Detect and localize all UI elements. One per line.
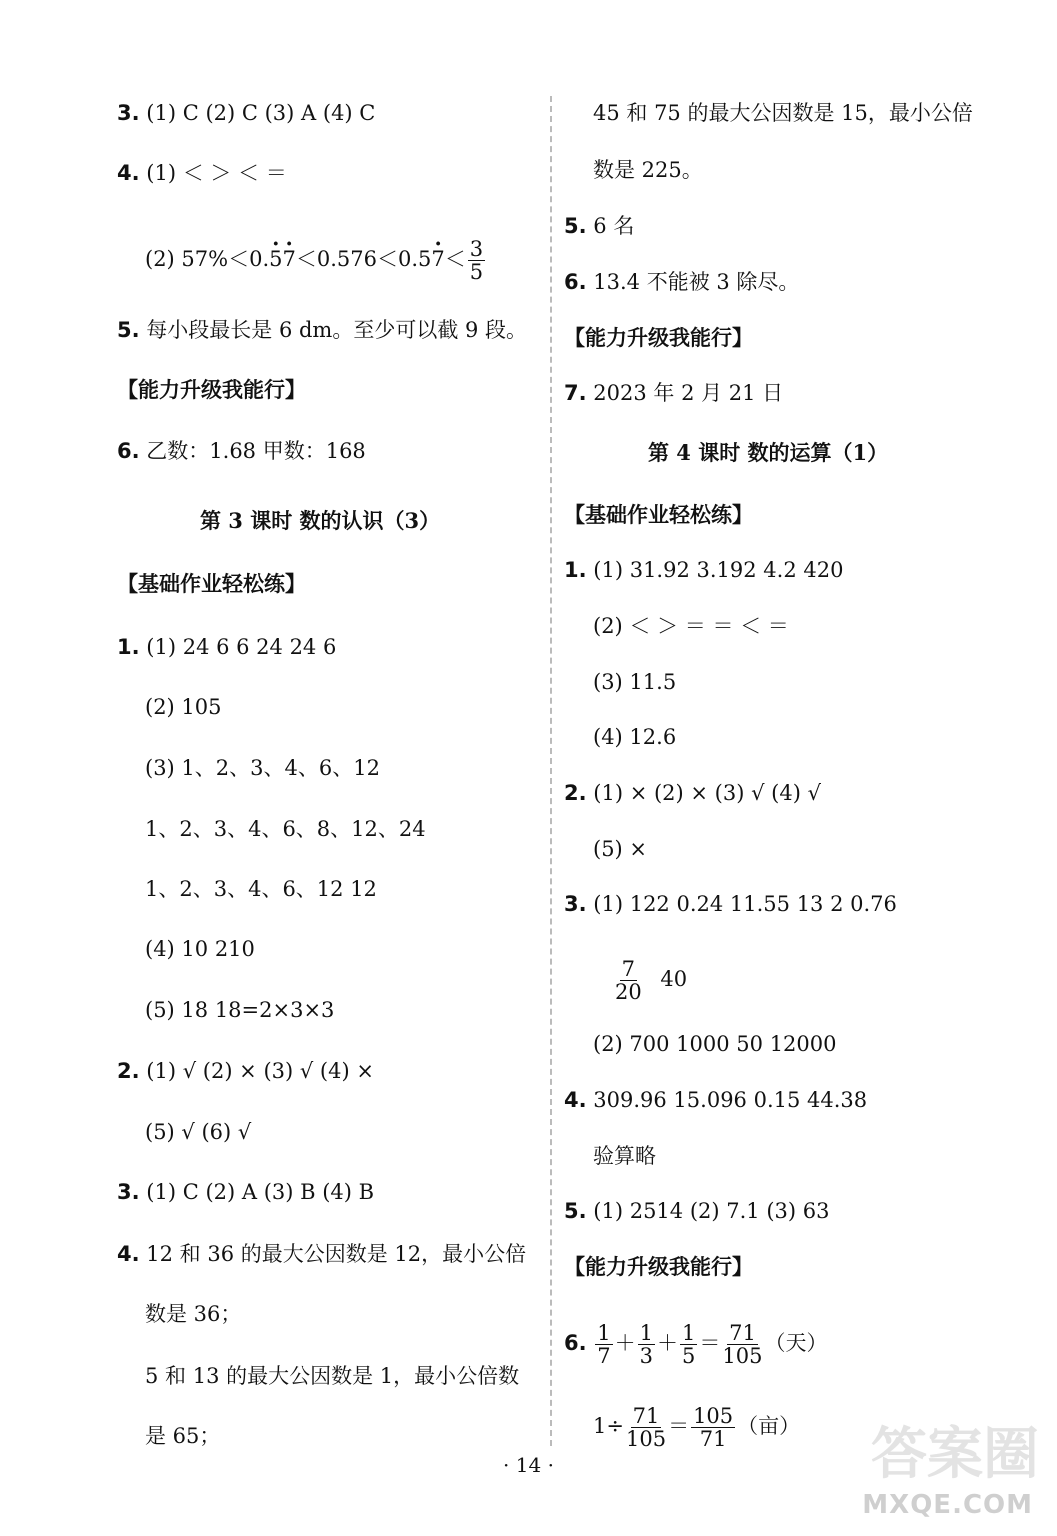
answer-line: 6. 13.4 不能被 3 除尽。 [564, 270, 800, 294]
answer-line: 是 65； [145, 1424, 221, 1448]
question-number: 4. [117, 161, 140, 185]
answer-line: 1、2、3、4、6、8、12、24 [145, 817, 426, 841]
answer-line: 5. (1) 2514 (2) 7.1 (3) 63 [564, 1199, 830, 1223]
answer-line: (3) 11.5 [593, 670, 677, 694]
fraction: $\frac{1}{5}$ [682, 1321, 696, 1368]
answer-line: 2. (1) √ (2) × (3) √ (4) × [117, 1059, 374, 1083]
answer-line-comparison: (2) 57%＜0.· 5· 7＜0.576＜0.5· 7＜ $\frac{3}{5}$ [145, 238, 487, 283]
answer-line-equation: 1÷ $\frac{71}{105}$ ＝ $\frac{105}{71}$ （亩） [593, 1404, 801, 1451]
fraction: $\frac{71}{105}$ [722, 1321, 763, 1368]
lesson-title: 第 4 课时 数的运算（1） [648, 440, 889, 465]
answer-line: 3. (1) 122 0.24 11.55 13 2 0.76 [564, 892, 897, 916]
fraction: $\frac{1}{3}$ [639, 1321, 654, 1368]
section-heading: 【能力升级我能行】 [564, 325, 753, 350]
answer-line: 3. (1) C (2) A (3) B (4) B [117, 1180, 375, 1204]
fraction: $\frac{105}{71}$ [693, 1404, 734, 1451]
answer-line: 1. (1) 24 6 6 24 24 6 [117, 635, 337, 659]
watermark-text: MXQE.COM [862, 1490, 1033, 1520]
answer-line: (2) ＜ ＞ ＝ ＝ ＜ ＝ [593, 614, 789, 638]
section-heading: 【基础作业轻松练】 [117, 571, 306, 596]
answer-line: (2) 105 [145, 695, 222, 719]
answer-line: 45 和 75 的最大公因数是 15，最小公倍 [593, 101, 973, 125]
section-heading: 【基础作业轻松练】 [564, 502, 753, 527]
answer-line: (2) 700 1000 50 12000 [593, 1032, 837, 1056]
answer-line: 5. 每小段最长是 6 dm。至少可以截 9 段。 [117, 318, 528, 342]
answer-line: 1. (1) 31.92 3.192 4.2 420 [564, 558, 844, 582]
question-number: 3. [117, 101, 140, 125]
watermark-logo: 答案圈 [871, 1422, 1039, 1487]
answer-line: 验算略 [593, 1144, 656, 1168]
fraction: $\frac{3}{5}$ [469, 237, 484, 284]
answer-line: 5 和 13 的最大公因数是 1，最小公倍数 [145, 1364, 520, 1388]
column-divider [550, 96, 552, 1446]
answer-line: (5) 18 18=2×3×3 [145, 998, 335, 1022]
answer-line-equation: 6. $\frac{1}{7}$ ＋ $\frac{1}{3}$ ＋ $\frac{1}{5}$ ＝ $\frac{71}{105}$ （天） [564, 1321, 828, 1368]
answer-text: (1) ＜ ＞ ＜ ＝ [146, 161, 287, 185]
answer-line: (5) √ (6) √ [145, 1120, 252, 1144]
answer-line: $\frac{7}{20}$ 40 [615, 957, 688, 1004]
answer-line: (4) 10 210 [145, 937, 255, 961]
answer-line: 数是 36； [145, 1302, 242, 1326]
page-number: · 14 · [503, 1453, 554, 1477]
fraction: $\frac{1}{7}$ [597, 1321, 611, 1368]
answer-line: (3) 1、2、3、4、6、12 [145, 756, 380, 780]
answer-line: 数是 225。 [593, 158, 703, 182]
answer-line: 5. 6 名 [564, 214, 635, 238]
fraction: $\frac{7}{20}$ [615, 957, 642, 1004]
answer-line: 6. 乙数：1.68 甲数：168 [117, 439, 366, 463]
answer-line: 4. 12 和 36 的最大公因数是 12，最小公倍 [117, 1242, 527, 1266]
fraction: $\frac{71}{105}$ [625, 1404, 667, 1451]
answer-line: 1、2、3、4、6、12 12 [145, 877, 377, 901]
answer-text: (1) C (2) C (3) A (4) C [146, 101, 376, 125]
section-heading: 【能力升级我能行】 [564, 1254, 753, 1279]
lesson-title: 第 3 课时 数的认识（3） [200, 508, 441, 533]
answer-line: 4. 309.96 15.096 0.15 44.38 [564, 1088, 868, 1112]
answer-line: (5) × [593, 837, 648, 861]
answer-line: 2. (1) × (2) × (3) √ (4) √ [564, 781, 821, 805]
answer-line [117, 98, 375, 128]
answer-line [117, 158, 287, 188]
answer-line: 7. 2023 年 2 月 21 日 [564, 381, 784, 405]
answer-line: (4) 12.6 [593, 725, 677, 749]
section-heading: 【能力升级我能行】 [117, 377, 306, 402]
